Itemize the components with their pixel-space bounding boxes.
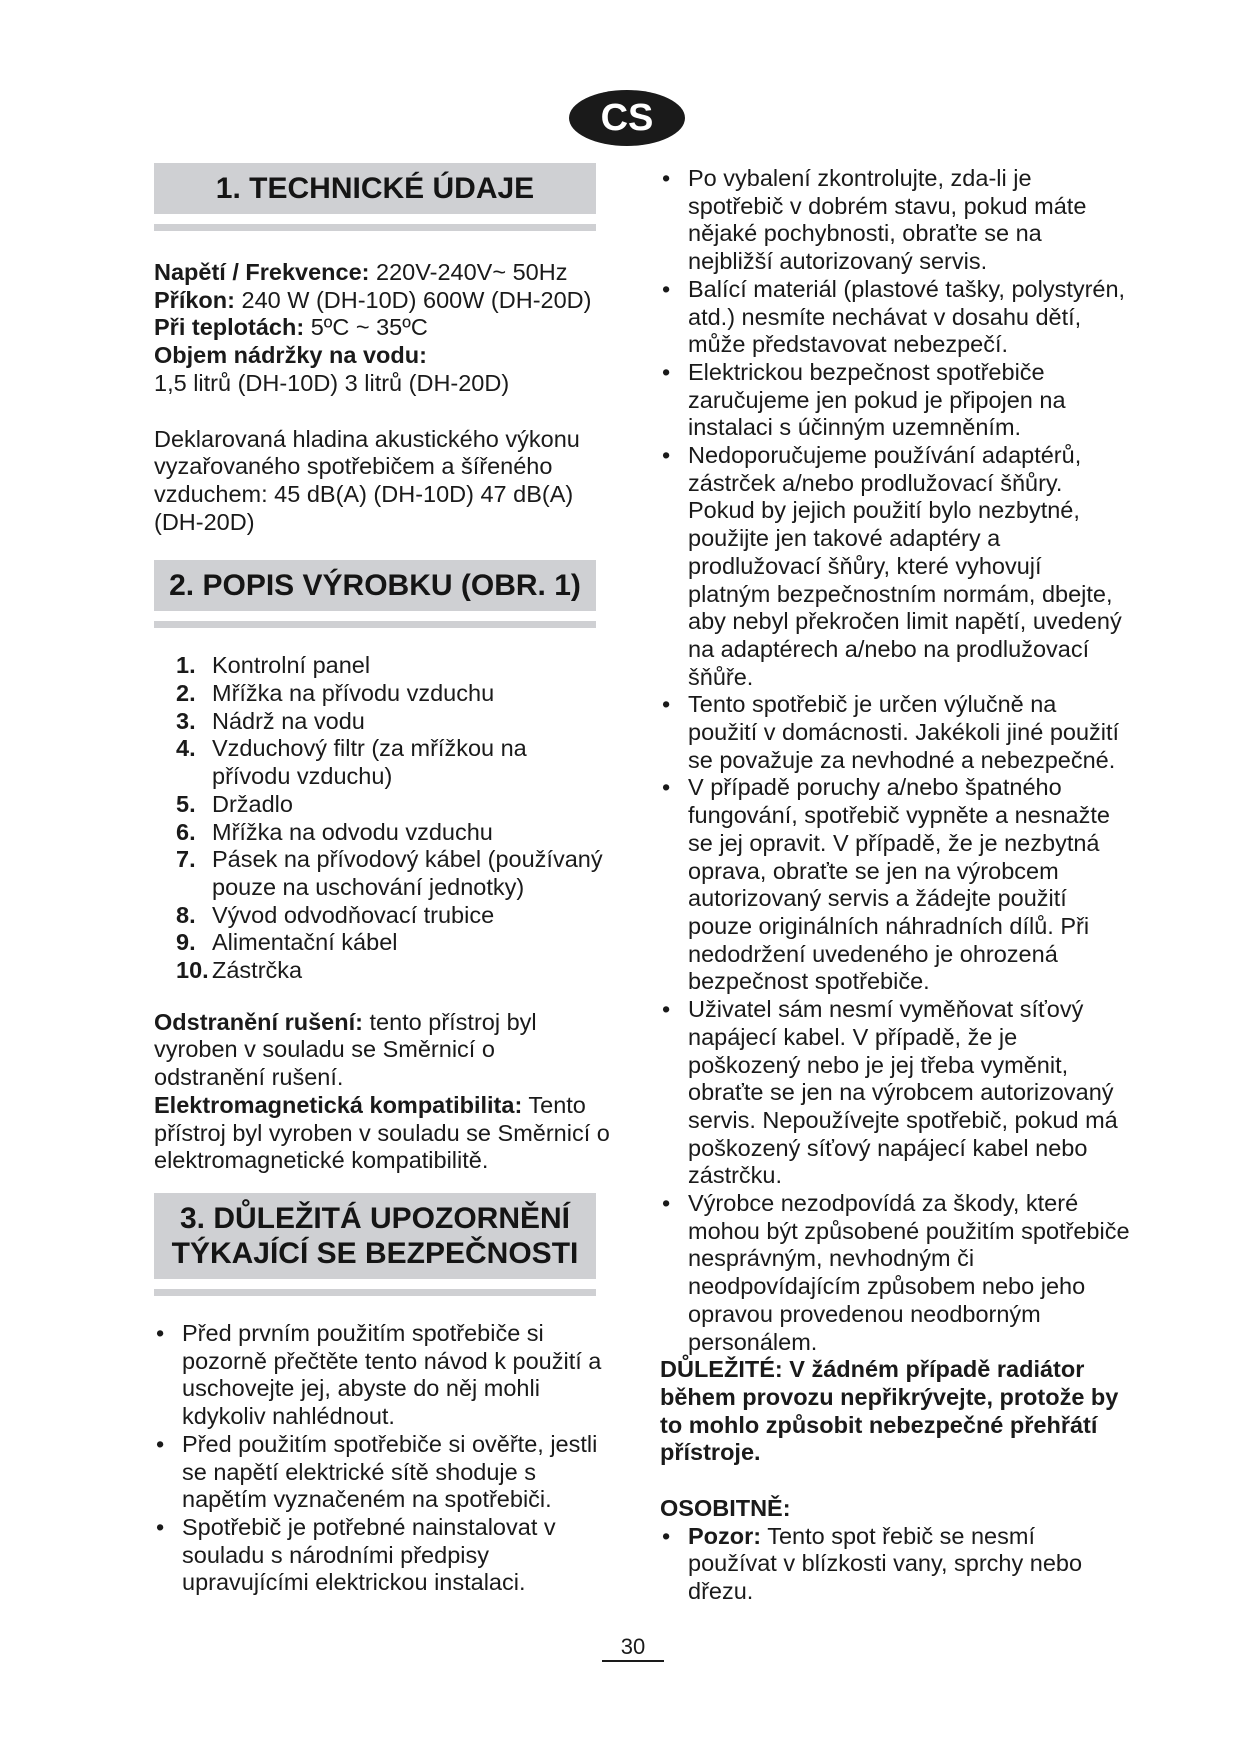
spec-power-value: 240 W (DH-10D) 600W (DH-20D) [234,286,592,313]
list-item [154,929,610,957]
interference-label: Odstranění rušení: [154,1008,363,1035]
special-text: Tento spot řebič se nesmí používat v blízkosti vany, sprchy nebo dřezu. [688,1522,1083,1605]
part-number: 2. [176,680,196,707]
section-heading-safety-line1: 3. DŮLEŽITÁ UPOZORNĚNÍ [179,1201,570,1235]
special-label: Pozor: [688,1522,762,1549]
important-warning: DŮLEŽITÉ: V žádném případě radiátor během provozu nepřikrývejte, protože by to mohlo způsobit nebezpečné přehřátí přístroje. [660,1356,1119,1466]
list-item [154,846,610,901]
part-label: Nádrž na vodu [212,707,365,734]
list-item [154,708,610,736]
part-number: 5. [176,790,196,817]
part-number: 9. [176,929,196,956]
spec-noise: Deklarovaná hladina akustického výkonu vyzařovaného spotřebičem a šířeného vzduchem: 45 dB(A) (DH-10D) 47 dB(A) (DH-20D) [154,425,580,535]
spec-power [154,287,610,315]
part-number: 3. [176,707,196,734]
part-label: Vzduchový filtr (za mřížkou na přívodu vzduchu) [212,735,527,790]
section-divider [154,621,596,628]
list-item: • Balící materiál (plastové tašky, polystyrén, atd.) nesmíte nechávat v dosahu dětí, může představovat nebezpečí. [660,276,1130,359]
page-number: 30 [602,1634,664,1662]
list-item: • Spotřebič je potřebné nainstalovat v souladu s národními předpisy upravujícími elektrickou instalaci. [154,1514,610,1597]
part-label: Pásek na přívodový kábel (používaný pouze na uschování jednotky) [212,846,603,900]
list-item [154,957,610,985]
part-number: 7. [176,846,196,873]
list-item [154,819,610,847]
spec-temperature-label: Při teplotách: [154,314,305,341]
spec-power-label: Příkon: [154,286,235,313]
part-number: 1. [176,652,196,679]
part-label: Mřížka na odvodu vzduchu [212,818,493,845]
spec-temperature [154,314,610,342]
list-item: • Před použitím spotřebiče si ověřte, jestli se napětí elektrické sítě shoduje s napětím vyznačeném na spotřebiči. [154,1431,610,1514]
list-item: • Po vybalení zkontrolujte, zda-li je spotřebič v dobrém stavu, pokud máte nějaké pochybnosti, obraťte se na nejbližší autorizovaný servis. [660,165,1130,276]
spec-tank-value: 1,5 litrů (DH-10D) 3 litrů (DH-20D) [154,369,510,396]
safety-list-right [660,165,1130,1356]
list-item [154,791,610,819]
section-heading-safety-line2: TÝKAJÍCÍ SE BEZPEČNOSTI [171,1236,579,1270]
list-item [154,652,610,680]
spec-voltage-value: 220V-240V~ 50Hz [369,259,568,285]
spec-tank [154,342,610,370]
left-column [154,163,610,1597]
special-list [660,1523,1130,1606]
list-item: • Nedoporučujeme používání adaptérů, zástrček a/nebo prodlužovací šňůry. Pokud by jejich použití bylo nezbytné, použijte jen takové adaptéry a prodlužovací šňůry, které vyhovují platným bezpečnostním normám, dbejte, aby nebyl překročen limit napětí, uvedený na adaptérech a/nebo na prodlužovací šňůře. [660,442,1130,691]
interference-text: tento přístroj byl vyroben v souladu se Směrnicí o odstranění rušení. [154,1008,537,1091]
special-heading: OSOBITNĚ: [660,1495,791,1522]
part-label: Vývod odvodňovací trubice [212,901,495,928]
spec-voltage [154,259,610,287]
spec-tank-label: Objem nádržky na vodu: [154,342,427,369]
list-item: • Výrobce nezodpovídá za škody, které mohou být způsobené použitím spotřebiče nesprávným, nevhodným či neodpovídajícím způsobem nebo jeho opravou provedenou neodborným personálem. [660,1190,1130,1356]
part-number: 10. [176,957,209,984]
part-label: Mřížka na přívodu vzduchu [212,680,495,707]
emc-text: Tento přístroj byl vyroben v souladu se Směrnicí o elektromagnetické kompatibilitě. [154,1091,610,1174]
list-item [660,1523,1130,1606]
list-item [154,902,610,930]
spec-temperature-value: 5ºC ~ 35ºC [304,314,428,341]
list-item: • Tento spotřebič je určen výlučně na použití v domácnosti. Jakékoli jiné použití se považuje za nevhodné a nebezpečné. [660,691,1130,774]
spec-voltage-label: Napětí / Frekvence: [154,259,370,285]
technical-specs [154,259,610,536]
list-item: • Před prvním použitím spotřebiče si pozorně přečtěte tento návod k použití a uschovejte jej, abyste do něj mohli kdykoliv nahlédnout. [154,1320,610,1431]
section-divider [154,1289,596,1296]
list-item: • Uživatel sám nesmí vyměňovat síťový napájecí kabel. V případě, že je poškozený nebo je jej třeba vyměnit, obraťte se jen na výrobcem autorizovaný servis. Nepoužívejte spotřebič, pokud má poškozený síťový napájecí kabel nebo zástrčku. [660,996,1130,1190]
right-column [660,165,1130,1606]
emc-note [154,1092,610,1175]
section-divider [154,224,596,231]
list-item: • V případě poruchy a/nebo špatného fungování, spotřebič vypněte a nesnažte se jej opravit. V případě, že je nezbytná oprava, obraťte se jen na výrobcem autorizovaný servis a žádejte použití pouze originálních náhradních dílů. Při nedodržení uvedeného je ohrozená bezpečnost spotřebiče. [660,774,1130,996]
part-label: Kontrolní panel [212,652,371,679]
part-number: 6. [176,818,196,845]
safety-list-left [154,1320,610,1597]
part-label: Držadlo [212,790,293,817]
section-heading-safety [154,1193,596,1279]
part-label: Alimentační kábel [212,929,398,956]
list-item [154,735,610,790]
parts-list [154,652,610,984]
language-badge: CS [569,90,685,146]
part-label: Zástrčka [212,957,303,984]
section-heading-product-description: 2. POPIS VÝROBKU (OBR. 1) [154,560,596,611]
part-number: 8. [176,901,196,928]
part-number: 4. [176,735,196,762]
interference-note [154,1009,610,1092]
list-item [154,680,610,708]
list-item: • Elektrickou bezpečnost spotřebiče zaručujeme jen pokud je připojen na instalaci s účinným uzemněním. [660,359,1130,442]
section-heading-technical-data: 1. TECHNICKÉ ÚDAJE [154,163,596,214]
emc-label: Elektromagnetická kompatibilita: [154,1091,523,1118]
